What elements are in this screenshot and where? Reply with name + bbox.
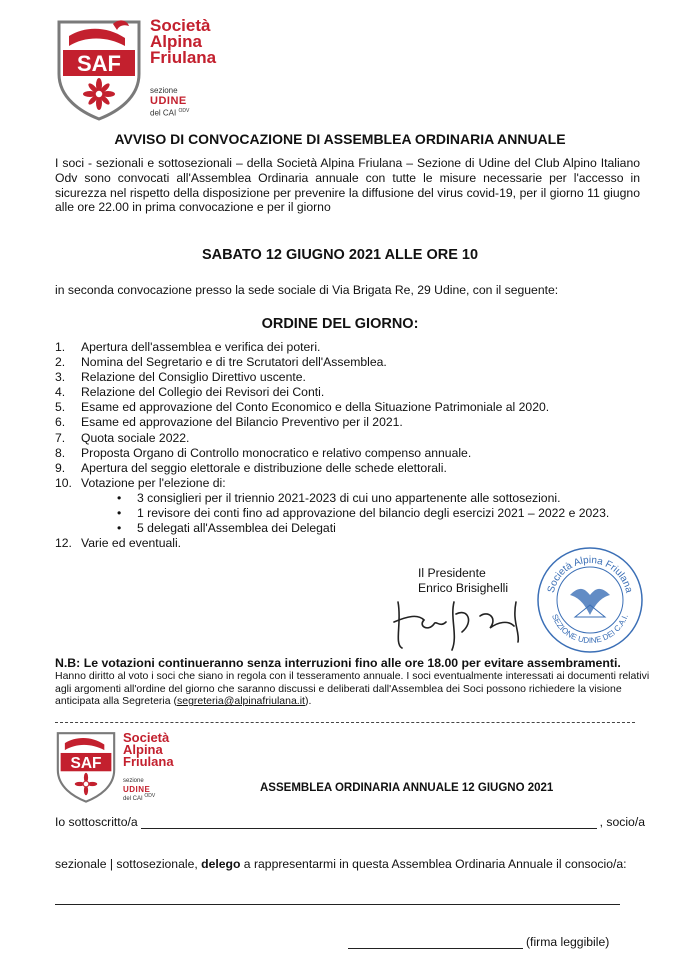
intro-paragraph: I soci - sezionali e sottosezionali – della Società Alpina Friulana – Sezione di Udine del Club Alpino Italiano Odv sono convocati all'Assemblea Ordinaria annuale con tutte le misure necessarie per l'accesso in sicurezza nel rispetto della disposizione per prevenire la diffusione del virus covid-19, per il giorno 11 giugno alle ore 22.00 in prima convocazione e per il giorno bbox=[55, 156, 640, 215]
nb-notice: N.B: Le votazioni continueranno senza interruzioni fino alle ore 18.00 per evitare assembramenti. bbox=[55, 656, 621, 670]
list-item: 4. Relazione del Collegio dei Revisori dei Conti. bbox=[55, 385, 325, 400]
firma-label: (firma leggibile) bbox=[526, 935, 610, 949]
svg-text:SAF: SAF bbox=[70, 754, 102, 772]
signature-icon bbox=[388, 592, 548, 652]
list-item: 2. Nomina del Segretario e di tre Scrutatori dell'Assemblea. bbox=[55, 355, 387, 370]
signature-row bbox=[345, 935, 625, 949]
list-item: • 5 delegati all'Assemblea dei Delegati bbox=[117, 521, 655, 536]
list-item: • 3 consiglieri per il triennio 2021-2023 di cui uno appartenente alle sottosezioni. bbox=[117, 491, 655, 506]
list-item: 8. Proposta Organo di Controllo monocratico e relativo compenso annuale. bbox=[55, 445, 472, 460]
svg-text:Società Alpina Friulana: Società Alpina Friulana bbox=[545, 554, 635, 595]
form-title: ASSEMBLEA ORDINARIA ANNUALE 12 GIUGNO 2021 bbox=[260, 782, 554, 794]
email-link[interactable]: segreteria@alpinafriulana.it bbox=[177, 695, 305, 708]
saf-logo-small bbox=[55, 728, 255, 808]
saf-logo bbox=[55, 16, 305, 121]
name-field[interactable] bbox=[141, 817, 597, 829]
saf-shield-icon bbox=[55, 16, 143, 121]
meeting-date-heading: SABATO 12 GIUGNO 2021 ALLE ORE 10 bbox=[201, 247, 479, 263]
org-section: sezione UDINE del CAI $^{ODV}$ bbox=[150, 86, 190, 118]
cut-line bbox=[55, 722, 635, 723]
list-item: 7. Quota sociale 2022. bbox=[55, 430, 190, 445]
election-sublist bbox=[117, 491, 655, 536]
org-name: Società Alpina Friulana bbox=[150, 16, 217, 67]
proxy-name-row bbox=[55, 815, 645, 829]
club-stamp-icon bbox=[535, 545, 645, 655]
list-item: • 1 revisore dei conti fino ad approvazione del bilancio degli esercizi 2021 – 2022 e 2023. bbox=[117, 506, 655, 521]
list-item: 9. Apertura del seggio elettorale e distribuzione delle schede elettorali. bbox=[55, 460, 447, 475]
socio-label: , socio/a bbox=[599, 815, 645, 829]
agenda-list bbox=[55, 340, 655, 551]
list-item: 5. Esame ed approvazione del Conto Economico e della Situazione Patrimoniale al 2020. bbox=[55, 400, 550, 415]
delegate-name-field[interactable] bbox=[55, 904, 620, 905]
list-item: 12. Varie ed eventuali. bbox=[55, 536, 182, 551]
document-title: AVVISO DI CONVOCAZIONE DI ASSEMBLEA ORDINARIA ANNUALE bbox=[114, 131, 566, 147]
president-role: Il Presidente bbox=[418, 566, 486, 580]
list-item: 1. Apertura dell'assemblea e verifica dei poteri. bbox=[55, 340, 321, 354]
sottoscritto-label: Io sottoscritto/a bbox=[55, 815, 138, 829]
list-item: 3. Relazione del Consiglio Direttivo uscente. bbox=[55, 370, 306, 385]
org-name: Società Alpina Friulana bbox=[123, 730, 174, 769]
svg-text:SEZIONE UDINE DEI C.A.I.: SEZIONE UDINE DEI C.A.I. bbox=[550, 612, 630, 646]
list-item: 10. Votazione per l'elezione di: • 3 consiglieri per il triennio 2021-2023 di cui uno appartenente alle sottosezioni. • 1 revisore dei conti fino ad approvazione del bilancio degli esercizi 2021 – 2022 e 2023. • 5 delegati all'Assemblea dei Delegati bbox=[55, 476, 655, 536]
org-section: sezione UDINE del CAI $^{ODV}$ bbox=[123, 778, 156, 802]
agenda-title: ORDINE DEL GIORNO: bbox=[261, 316, 419, 332]
delega-row: sezionale | sottosezionale, delego a rappresentarmi in questa Assemblea Ordinaria Annuale il consocio/a: bbox=[55, 857, 627, 871]
nb-details: Hanno diritto al voto i soci che siano in regola con il tesseramento annuale. I soci eventualmente interessati ai documenti relativi agli argomenti all'ordine del giorno che saranno discussi e deliberati dall'Assemblea dei Soci possono richiedere la visione anticipata alla Segreteria (segreteria@alpinafriulana.it). bbox=[55, 670, 650, 708]
signature-field[interactable] bbox=[348, 937, 523, 949]
second-call-text: in seconda convocazione presso la sede sociale di Via Brigata Re, 29 Udine, con il seguente: bbox=[55, 283, 559, 297]
list-item: 6. Esame ed approvazione del Bilancio Preventivo per il 2021. bbox=[55, 415, 403, 430]
svg-text:SAF: SAF bbox=[77, 51, 121, 76]
president-name: Enrico Brisighelli bbox=[418, 581, 509, 595]
saf-shield-icon bbox=[55, 728, 117, 804]
